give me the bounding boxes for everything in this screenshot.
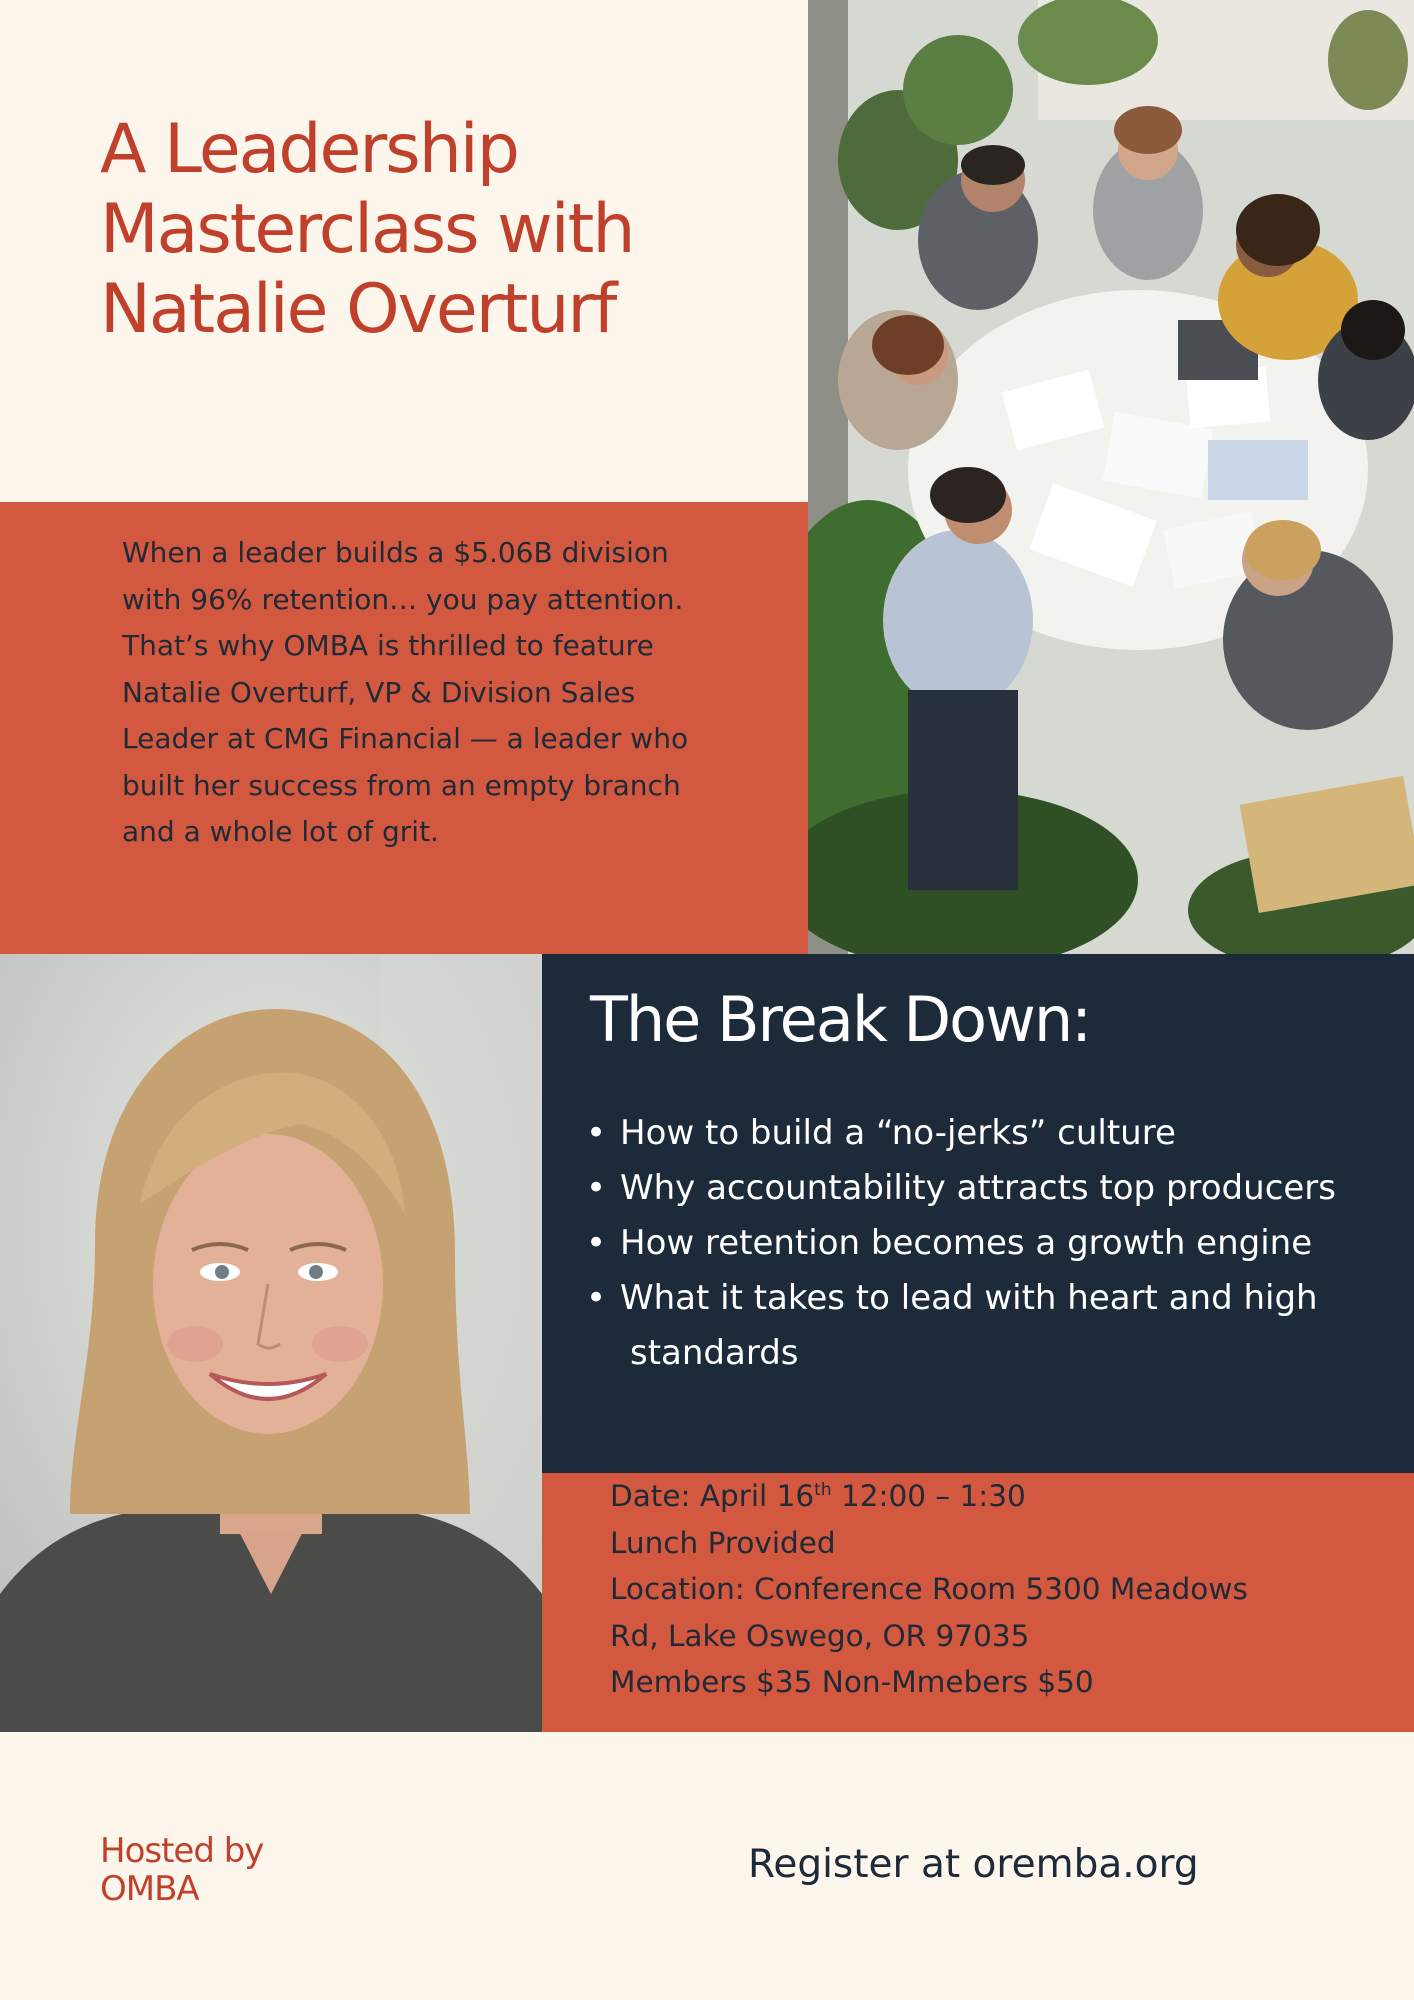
event-lunch: Lunch Provided [610, 1525, 836, 1560]
host-label: Hosted by [100, 1831, 264, 1871]
bullet-icon: • [586, 1113, 607, 1153]
list-item [586, 1161, 1396, 1216]
list-item-text: How retention becomes a growth engine [620, 1223, 1313, 1263]
speaker-portrait [0, 954, 542, 1732]
page-title: A Leadership Masterclass with Natalie Overturf [100, 110, 634, 349]
list-item-text: Why accountability attracts top producers [620, 1168, 1336, 1208]
register-link[interactable]: Register at oremba.org [748, 1842, 1199, 1887]
team-meeting-photo [808, 0, 1414, 954]
event-details [610, 1473, 1400, 1706]
event-date: Date: April 16th 12:00 – 1:30 [610, 1479, 1026, 1513]
intro-text [122, 530, 722, 856]
bullet-icon: • [586, 1278, 607, 1318]
bullet-icon: • [586, 1168, 607, 1208]
intro-paragraph: That’s why OMBA is thrilled to feature Natalie Overturf, VP & Division Sales Leader at CMG Financial — a leader who built her success from an empty branch and a whole lot of grit. [122, 629, 689, 848]
list-item [586, 1271, 1396, 1381]
list-item [586, 1216, 1396, 1271]
host-credit [100, 1832, 263, 1908]
host-name: OMBA [100, 1869, 199, 1909]
list-item-text: How to build a “no-jerks” culture [620, 1113, 1176, 1153]
list-item [586, 1106, 1396, 1161]
event-location: Location: Conference Room 5300 Meadows [610, 1572, 1248, 1606]
list-item-text: What it takes to lead with heart and high [620, 1278, 1318, 1318]
breakdown-list [586, 1106, 1396, 1381]
list-item-text-continued: standards [630, 1333, 799, 1373]
breakdown-heading: The Break Down: [590, 983, 1090, 1056]
event-location-continued: Rd, Lake Oswego, OR 97035 [610, 1618, 1030, 1653]
event-pricing: Members $35 Non-Mmebers $50 [610, 1665, 1094, 1699]
bullet-icon: • [586, 1223, 607, 1263]
intro-paragraph: When a leader builds a $5.06B division with 96% retention… you pay attention. [122, 536, 684, 616]
